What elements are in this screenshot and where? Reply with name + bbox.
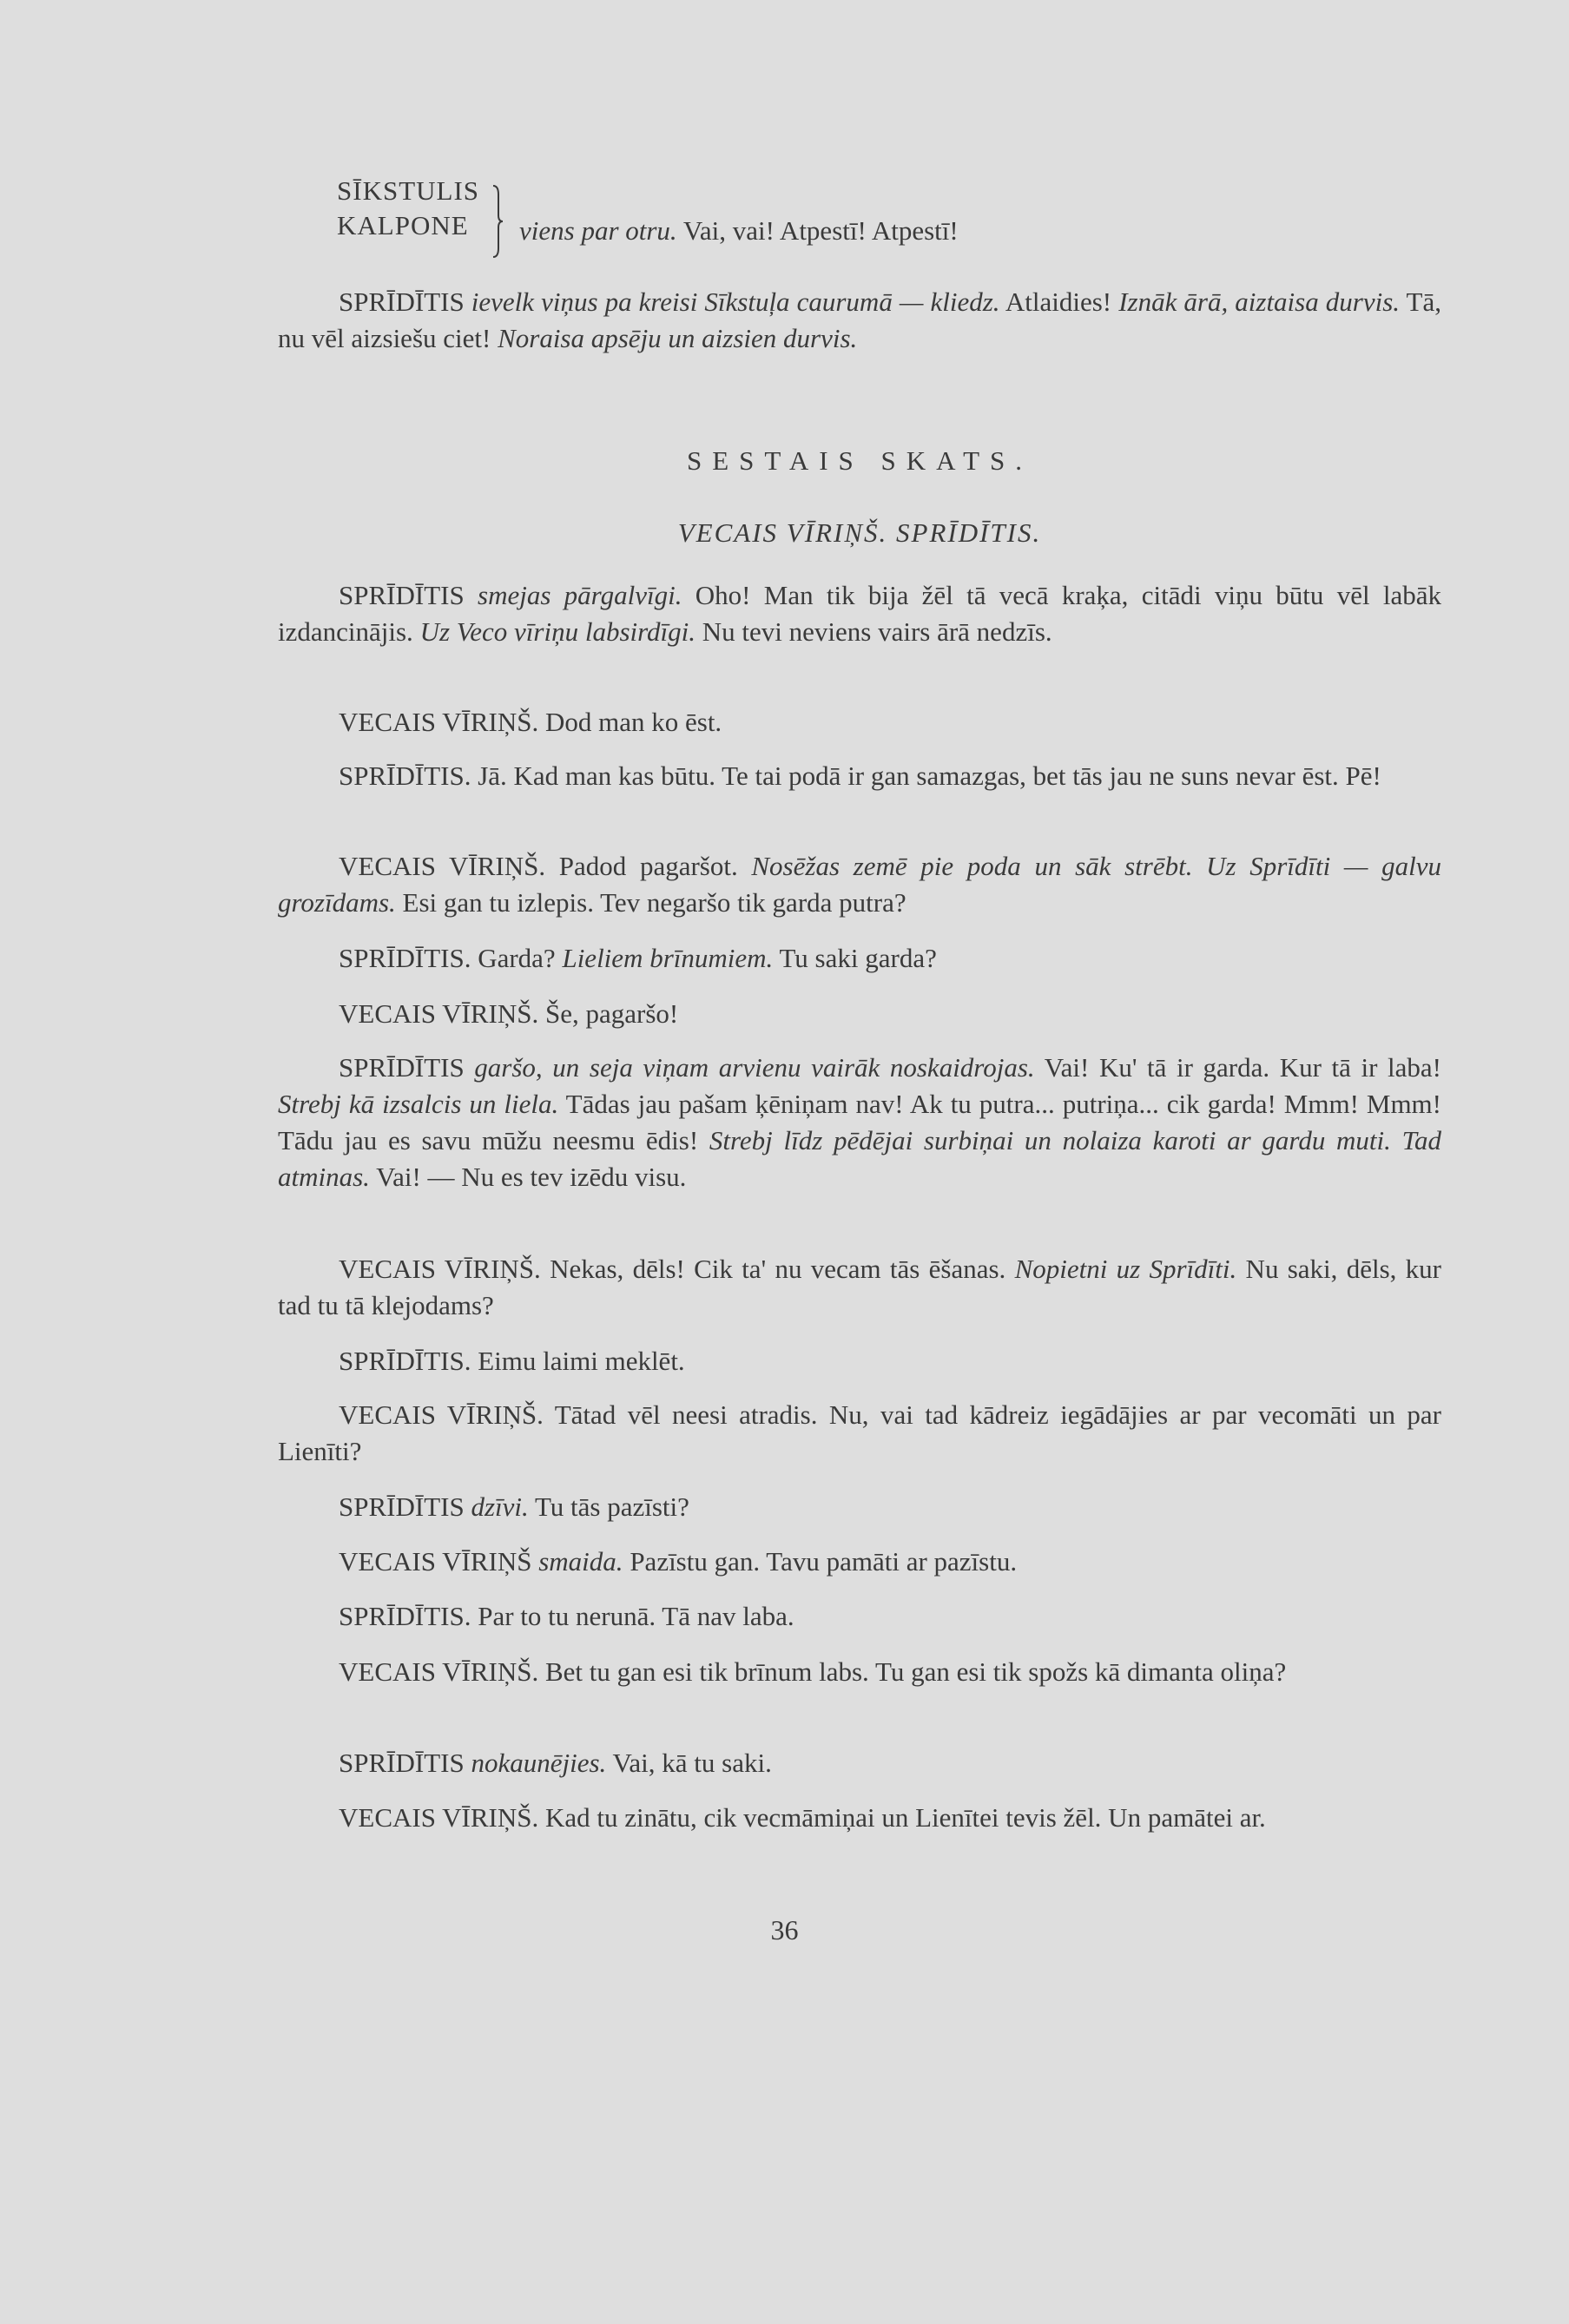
paragraph xyxy=(278,996,1441,1032)
paragraph xyxy=(278,1654,1441,1690)
paragraph xyxy=(278,1489,1441,1525)
paragraph xyxy=(278,1397,1441,1470)
paragraph xyxy=(278,1544,1441,1580)
scene-title: SESTAIS SKATS. xyxy=(686,445,1033,476)
speaker: SPRĪDĪTIS xyxy=(339,1052,465,1083)
paragraph xyxy=(278,1251,1441,1324)
paragraph xyxy=(278,848,1441,921)
dialogue: Dod man ko ēst. xyxy=(538,707,722,737)
bracket-names xyxy=(337,174,479,243)
dialogue: Padod pagaršot. xyxy=(545,851,752,881)
stage-direction: Strebj kā izsalcis un liela. xyxy=(278,1089,559,1119)
paragraph xyxy=(278,1050,1441,1195)
speaker: VECAIS VĪRIŅŠ. xyxy=(339,1802,539,1833)
stage-direction: Noraisa apsēju un aizsien durvis. xyxy=(498,323,858,353)
bracket-line xyxy=(519,213,959,249)
dialogue: Esi gan tu izlepis. Tev negaršo tik garda putra? xyxy=(395,887,906,918)
dialogue: Vai, kā tu saki. xyxy=(606,1748,772,1778)
dialogue: Tātad vēl neesi atradis. Nu, vai tad kādreiz iegādājies ar par vecomāti un par Lienīti? xyxy=(278,1399,1441,1466)
speaker: SPRĪDĪTIS. xyxy=(339,1346,471,1376)
speaker-name: KALPONE xyxy=(337,210,469,240)
dialogue: Tu saki garda? xyxy=(773,943,937,973)
paragraph xyxy=(278,1343,1441,1379)
dialogue: Še, pagaršo! xyxy=(538,998,679,1029)
speaker: SPRĪDĪTIS xyxy=(339,286,465,317)
dialogue: Pazīstu gan. Tavu pamāti ar pazīstu. xyxy=(623,1546,1018,1577)
scene-persons: VECAIS VĪRIŅŠ. SPRĪDĪTIS. xyxy=(677,517,1042,548)
stage-direction: smejas pārgalvīgi. xyxy=(464,580,682,610)
paragraph xyxy=(278,284,1441,357)
dialogue: Kad tu zinātu, cik vecmāmiņai un Lienītei tevis žēl. Un pamātei ar. xyxy=(538,1802,1266,1833)
dialogue: Vai! Ku' tā ir garda. Kur tā ir laba! xyxy=(1034,1052,1441,1083)
paragraph xyxy=(278,1800,1441,1836)
dialogue: Tādas jau pašam ķēniņam nav! Ak tu putra... putriņa... cik garda! Mmm! Mmm! Tādu jau es savu mūžu neesmu ēdis! xyxy=(278,1089,1441,1155)
paragraph xyxy=(278,940,1441,977)
speaker: SPRĪDĪTIS. xyxy=(339,1601,471,1631)
speaker: VECAIS VĪRIŅŠ. xyxy=(339,1399,544,1430)
curly-brace-icon xyxy=(491,184,504,259)
dialogue: Tu tās pazīsti? xyxy=(528,1491,689,1522)
speaker: SPRĪDĪTIS xyxy=(339,580,465,610)
speaker: SPRĪDĪTIS. xyxy=(339,943,471,973)
dialogue: Nu saki, dēls, kur tad tu tā klejodams? xyxy=(278,1254,1441,1320)
speaker: VECAIS VĪRIŅŠ. xyxy=(339,851,546,881)
dialogue: Oho! Man tik bija žēl tā vecā kraķa, citādi viņu būtu vēl labāk izdancinājis. xyxy=(278,580,1442,647)
dialogue: Par to tu nerunā. Tā nav laba. xyxy=(471,1601,794,1631)
stage-direction: Strebj līdz pēdējai surbiņai un nolaiza karoti ar gardu muti. Tad atminas. xyxy=(278,1125,1441,1192)
dialogue: Bet tu gan esi tik brīnum labs. Tu gan esi tik spožs kā dimanta oliņa? xyxy=(538,1656,1287,1687)
speaker: SPRĪDĪTIS xyxy=(339,1748,465,1778)
speaker: VECAIS VĪRIŅŠ. xyxy=(339,998,539,1029)
dialogue: Jā. Kad man kas būtu. Te tai podā ir gan samazgas, bet tās jau ne suns nevar ēst. Pē! xyxy=(471,760,1381,791)
stage-direction: smaida. xyxy=(531,1546,623,1577)
dialogue: Eimu laimi meklēt. xyxy=(471,1346,685,1376)
stage-direction: Iznāk ārā, aiztaisa durvis. xyxy=(1118,286,1401,317)
dialogue: Vai, vai! Atpestī! Atpestī! xyxy=(676,215,959,246)
dialogue: Tā, nu vēl aizsiešu ciet! xyxy=(278,286,1441,353)
paragraph xyxy=(278,1745,1441,1781)
speaker: SPRĪDĪTIS. xyxy=(339,760,471,791)
stage-direction: ievelk viņus pa kreisi Sīkstuļa caurumā — kliedz. xyxy=(464,286,1000,317)
stage-direction: Nosēžas zemē pie poda un sāk strēbt. Uz Sprīdīti — galvu grozīdams. xyxy=(278,851,1441,918)
speaker: VECAIS VĪRIŅŠ. xyxy=(339,1656,539,1687)
stage-direction: dzīvi. xyxy=(464,1491,529,1522)
dialogue: Nekas, dēls! Cik ta' nu vecam tās ēšanas. xyxy=(540,1254,1015,1284)
paragraph xyxy=(278,577,1441,650)
dialogue: Garda? xyxy=(471,943,563,973)
stage-direction: garšo, un seja viņam arvienu vairāk noskaidrojas. xyxy=(464,1052,1035,1083)
stage-direction: Lieliem brīnumiem. xyxy=(562,943,774,973)
speaker: VECAIS VĪRIŅŠ xyxy=(339,1546,532,1577)
speaker: SPRĪDĪTIS xyxy=(339,1491,465,1522)
dialogue: Nu tevi neviens vairs ārā nedzīs. xyxy=(696,616,1052,647)
page-number: 36 xyxy=(770,1914,799,1945)
stage-direction: viens par otru. xyxy=(519,215,677,246)
speaker: VECAIS VĪRIŅŠ. xyxy=(339,1254,541,1284)
stage-direction: Nopietni uz Sprīdīti. xyxy=(1014,1254,1237,1284)
paragraph xyxy=(278,1598,1441,1635)
paragraph xyxy=(278,758,1441,794)
dialogue: Atlaidies! xyxy=(999,286,1119,317)
paragraph xyxy=(278,704,1441,741)
stage-direction: nokaunējies. xyxy=(464,1748,607,1778)
speaker-name: SĪKSTULIS xyxy=(337,175,480,206)
stage-direction: Uz Veco vīriņu labsirdīgi. xyxy=(419,616,696,647)
speaker: VECAIS VĪRIŅŠ. xyxy=(339,707,539,737)
dialogue: Vai! — Nu es tev izēdu visu. xyxy=(369,1162,687,1192)
